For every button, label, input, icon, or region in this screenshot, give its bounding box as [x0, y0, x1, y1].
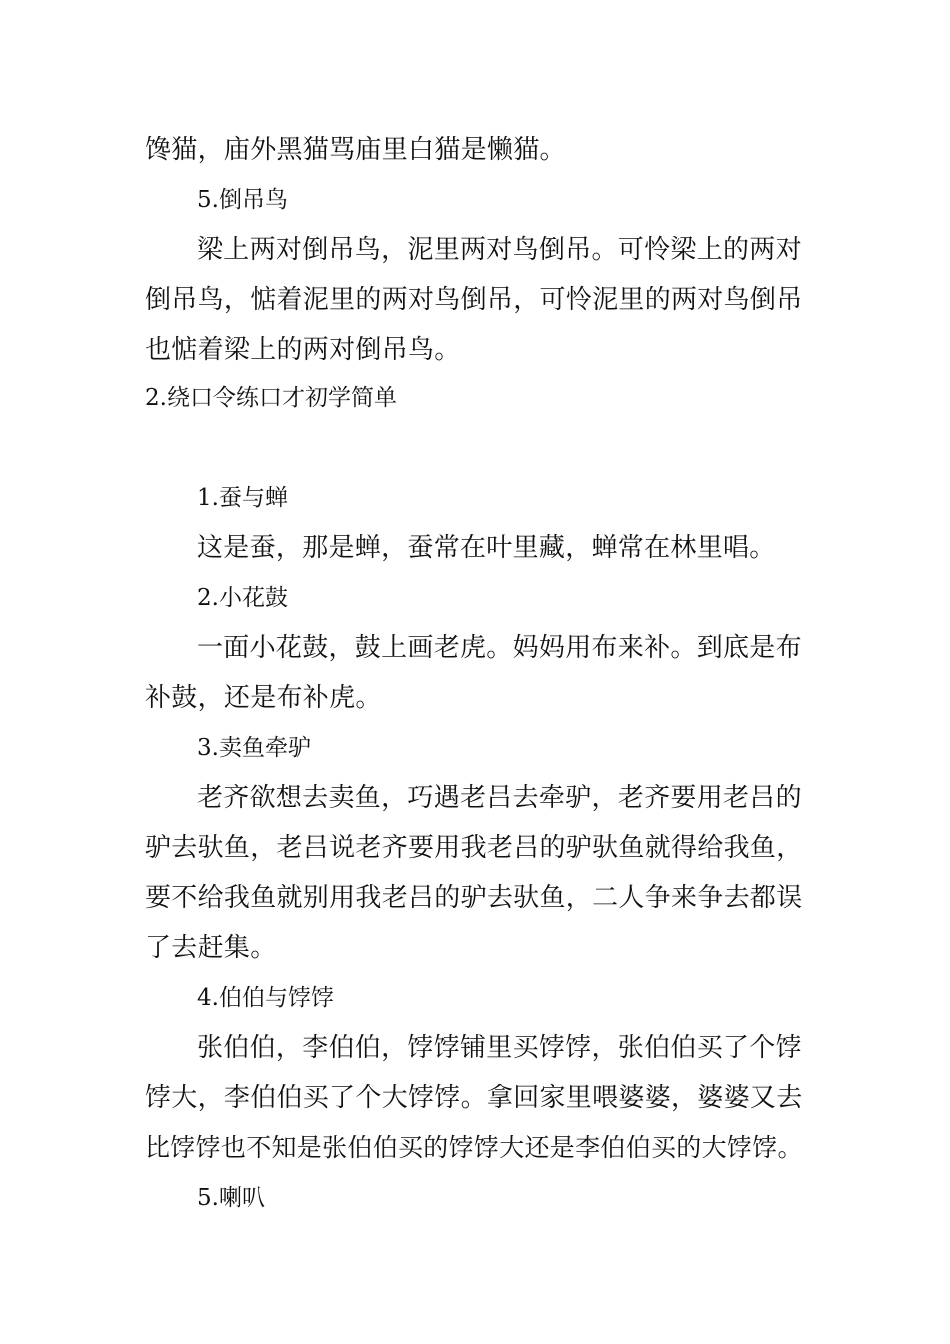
section-heading: 5.喇叭 [197, 1185, 265, 1211]
section-heading: 2.小花鼓 [197, 585, 288, 611]
section-heading: 1.蚕与蝉 [197, 485, 288, 511]
section-heading: 5.倒吊鸟 [197, 187, 288, 213]
paragraph-line: 饽大，李伯伯买了个大饽饽。拿回家里喂婆婆，婆婆又去 [145, 1083, 803, 1113]
paragraph-line: 一面小花鼓，鼓上画老虎。妈妈用布来补。到底是布 [197, 633, 802, 663]
paragraph-line: 补鼓，还是布补虎。 [145, 683, 382, 713]
paragraph-line: 要不给我鱼就别用我老吕的驴去驮鱼，二人争来争去都误 [145, 883, 803, 913]
section-heading: 4.伯伯与饽饽 [197, 985, 334, 1011]
paragraph-line: 老齐欲想去卖鱼，巧遇老吕去牵驴，老齐要用老吕的 [197, 783, 802, 813]
section-heading: 3.卖鱼牵驴 [197, 735, 311, 761]
paragraph-line: 馋猫，庙外黑猫骂庙里白猫是懒猫。 [145, 135, 566, 165]
paragraph-line: 了去赶集。 [145, 933, 277, 963]
chapter-heading: 2.绕口令练口才初学简单 [145, 385, 397, 411]
paragraph-line: 倒吊鸟，惦着泥里的两对鸟倒吊，可怜泥里的两对鸟倒吊 [145, 285, 803, 315]
paragraph-line: 驴去驮鱼，老吕说老齐要用我老吕的驴驮鱼就得给我鱼， [145, 833, 803, 863]
paragraph-line: 这是蚕，那是蝉，蚕常在叶里藏，蝉常在林里唱。 [197, 533, 776, 563]
paragraph-line: 张伯伯，李伯伯，饽饽铺里买饽饽，张伯伯买了个饽 [197, 1033, 802, 1063]
paragraph-line: 也惦着梁上的两对倒吊鸟。 [145, 335, 461, 365]
paragraph-line: 梁上两对倒吊鸟，泥里两对鸟倒吊。可怜梁上的两对 [197, 235, 802, 265]
paragraph-line: 比饽饽也不知是张伯伯买的饽饽大还是李伯伯买的大饽饽。 [145, 1133, 803, 1162]
